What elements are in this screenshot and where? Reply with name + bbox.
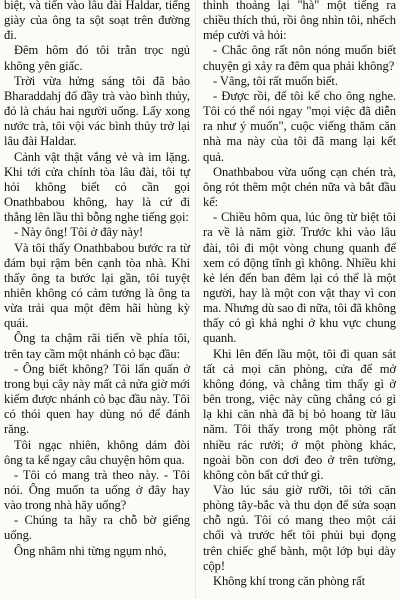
paragraph: Khi lên đến lầu một, tôi đi quan sát tất cả mọi căn phòng, cửa để mở không đóng, và chẳng tìm thấy gì ở bên trong, việc này cũng chẳng có gì lạ khi căn nhà đã bị bỏ hoang từ lâu năm. Tôi thấy trong một phòng rất nhiều rác rưởi; ở một phòng khác, ngoài bồn con dơi đeo ở trên tường, không còn bất cứ thứ gì. (203, 346, 396, 482)
paragraph: - Ông biết không? Tôi lẩn quẩn ở trong bụi cây này mất cả nửa giờ mới kiếm được nhánh cỏ bạc đầu này. Tôi có thói quen hay dùng nó để đánh răng. (4, 361, 190, 437)
paragraph: - Được rồi, để tôi kể cho ông nghe. Tôi có thể nói ngay "mọi việc đã diễn ra như ý muốn", cuộc viếng thăm căn nhà ma này của tôi đã mang lại kết quả. (203, 88, 396, 164)
column-gutter (195, 0, 196, 599)
paragraph: Trời vừa hửng sáng tôi đã bảo Bharaddahj đổ đầy trà vào bình thủy, đó là cháu hai người uống. Lấy xong nước trà, tôi vội vác bình thủy trở lại lâu đài Haldar. (4, 73, 190, 149)
paragraph: Và tôi thấy Onathbabou bước ra từ đám bụi rậm bên cạnh tòa nhà. Khi thấy ông ta bước lại gần, tôi tuyệt nhiên không có cảm tưởng là ông ta vừa trải qua một đêm hãi hùng kỳ quái. (4, 240, 190, 331)
paragraph: - Vâng, tôi rất muốn biết. (213, 73, 338, 88)
paragraph: Đêm hôm đó tôi trằn trọc ngủ không yên giấc. (4, 43, 190, 73)
paragraph: Ông nhâm nhi từng ngụm nhỏ, (14, 543, 167, 558)
paragraph: - Chiều hôm qua, lúc ông từ biệt tôi ra về là năm giờ. Trước khi vào lâu đài, tôi đi một vòng chung quanh để xem có động tĩnh gì không. Nhiều khi kẻ lén đến ban đêm lại có thể là một người, hay là một con vật thay vì con ma. Nhưng dù sao đi nữa, tôi đã không thấy có gì khả nghi ở khu vực chung quanh. (203, 210, 396, 346)
paragraph: thỉnh thoảng lại "hà" một tiếng ra chiều thích thú, rồi ông nhìn tôi, nhếch mép cười và hỏi: (203, 0, 396, 43)
right-text-column (203, 0, 396, 589)
paragraph: - Này ông! Tôi ở đây này! (14, 225, 144, 240)
paragraph: Onathbabou vừa uống cạn chén trà, ông rót thêm một chén nữa và bắt đầu kể: (203, 164, 396, 210)
left-text-column (4, 0, 190, 559)
paragraph: Tôi ngạc nhiên, không dám đòi ông ta kể ngay câu chuyện hôm qua. (4, 437, 190, 467)
paragraph: Cảnh vật thật vắng vẻ và im lặng. Khi tới cửa chính tòa lâu đài, tôi tự hỏi không biết có cần gọi Onathbabou không, hay là cứ đi thẳng lên lầu thì bỗng nghe tiếng gọi: (4, 149, 190, 225)
paragraph: - Chúng ta hãy ra chỗ bờ giếng uống. (4, 513, 190, 543)
paragraph: biệt, và tiến vào lâu đài Haldar, tiếng giày của ông ta sột soạt trên đường đi. (4, 0, 190, 43)
paragraph: Vào lúc sáu giờ rưỡi, tôi tới căn phòng tây-bắc và thu dọn để sửa soạn chỗ ngủ. Tôi có mang theo một cái chổi và trước hết tôi phủi bụi đọng trên chiếc ghế bành, một lớp bụi dày cộp! (203, 483, 396, 573)
paragraph: Ông ta chậm rãi tiến về phía tôi, trên tay cầm một nhánh cỏ bạc đầu: (4, 331, 190, 361)
paragraph: Không khí trong căn phòng rất (213, 573, 366, 588)
paragraph: - Tôi có mang trà theo này. - Tôi nói. Ông muốn ta uống ở đây hay vào trong nhà hãy uống? (4, 467, 190, 513)
paragraph: - Chắc ông rất nôn nóng muốn biết chuyện gì xảy ra đêm qua phải không? (203, 43, 396, 73)
